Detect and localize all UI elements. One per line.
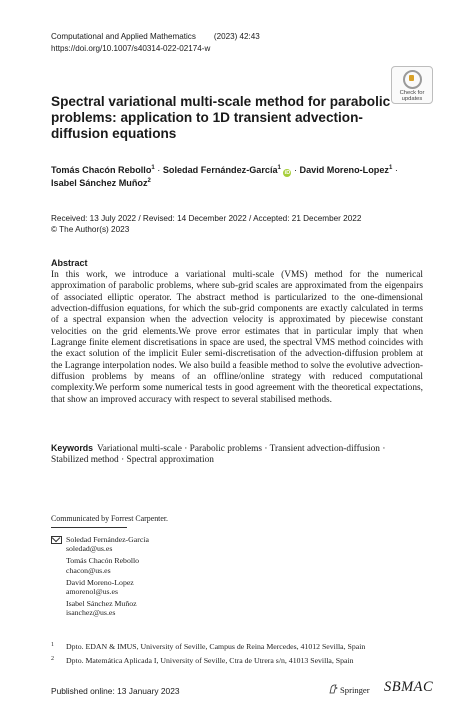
affiliation-text: Dpto. EDAN & IMUS, University of Seville, Campus de Reina Mercedes, 41012 Sevilla, Spain [66, 642, 366, 651]
keywords-list: Variational multi-scale · Parabolic problems · Transient advection-diffusion · Stabilized method · Spectral approximation [51, 444, 386, 466]
contact-email[interactable]: soledad@us.es [66, 544, 113, 554]
article-history [51, 214, 361, 235]
paper-title: Spectral variational multi-scale method for parabolic problems: application to 1D transient advection-diffusion equations [51, 94, 391, 141]
history-dates: Received: 13 July 2022 / Revised: 14 December 2022 / Accepted: 21 December 2022 [51, 214, 362, 223]
springer-horse-icon [328, 684, 338, 694]
contact-name: David Moreno-Lopez [66, 577, 134, 587]
author-affiliation-mark: 2 [147, 178, 151, 184]
author-list: Tomás Chacón Rebollo$^1$ · Soledad Fernández-García$^1$ iD · David Moreno-Lopez$^1$ · Isabel Sánchez Muñoz$^2$ [51, 165, 398, 188]
contact-email[interactable]: amorenol@us.es [66, 587, 119, 597]
contact-name: Isabel Sánchez Muñoz [66, 599, 137, 609]
affiliation [51, 642, 365, 651]
journal-volume: (2023) 42:43 [213, 32, 260, 41]
keywords-label: Keywords [51, 443, 94, 453]
envelope-icon [51, 536, 62, 544]
affiliation-number: 1 [51, 642, 54, 648]
contact-entry [66, 578, 149, 596]
contact-email[interactable]: isanchez@us.es [66, 608, 116, 618]
contact-entry [66, 599, 149, 617]
contact-name: Soledad Fernández-García [66, 535, 149, 544]
publisher-name: Springer [340, 685, 370, 695]
abstract-body: In this work, we introduce a variational multi-scale (VMS) method for the numerical approximation of parabolic problems, where sub-grid scales are approximated from the eigenpairs of associated elliptic operator. The abstract method is particularized to the one-dimensional advection-diffusion equations, for which the sub-grid components are exactly calculated in terms of a spectral expansion when the advection velocity is approximated by piecewise constant velocities on the grid elements.We prove error estimates that in particular imply that when Lagrange finite element discretisations in space are used, the spectral VMS method coincides with the exact solution of the implicit Euler semi-discretisation of the advection-diffusion problem at the Lagrange interpolation nodes. We also build a feasible method to solve the evolutive advection-diffusion problems by means of an offline/online strategy with reduced computational complexity.We perform some numerical tests in good agreement with the theoretical expectations, that show an improved accuracy with respect to several stabilised methods. [51, 270, 423, 405]
society-logo: SBMAC [384, 679, 434, 695]
doi-link[interactable]: https://doi.org/10.1007/s40314-022-02174-w [51, 44, 211, 53]
journal-header [51, 32, 260, 41]
footnote-divider [51, 527, 127, 528]
updates-bookmark-icon [403, 70, 422, 89]
updates-label-1: Check for [399, 90, 425, 96]
contact-name: Tomás Chacón Rebollo [66, 556, 140, 566]
author-affiliation-mark: 1 [277, 165, 281, 171]
updates-label-2: updates [401, 96, 423, 103]
author-name[interactable]: Tomás Chacón Rebollo [51, 165, 152, 175]
author-name[interactable]: Soledad Fernández-García [162, 165, 278, 175]
copyright-notice: © The Author(s) 2023 [51, 224, 130, 234]
published-online-date: Published online: 13 January 2023 [51, 686, 180, 696]
orcid-icon[interactable]: iD [284, 170, 291, 176]
abstract-heading: Abstract [51, 258, 88, 268]
communicated-by: Communicated by Forrest Carpenter. [51, 514, 169, 523]
check-for-updates-icon[interactable] [391, 66, 433, 104]
publisher-logo [328, 684, 370, 695]
author-name[interactable]: David Moreno-Lopez [299, 165, 389, 175]
affiliation-number: 2 [51, 656, 54, 662]
affiliation-text: Dpto. Matemática Aplicada I, University of Seville, Ctra de Utrera s/n, 41013 Sevilla, Spain [66, 656, 354, 665]
contact-entry [66, 556, 149, 574]
journal-name: Computational and Applied Mathematics [51, 32, 196, 41]
author-name[interactable]: Isabel Sánchez Muñoz [51, 178, 148, 188]
affiliation [51, 656, 354, 665]
contact-email[interactable]: chacon@us.es [66, 565, 111, 575]
author-affiliation-mark: 1 [388, 165, 393, 171]
author-affiliation-mark: 1 [151, 165, 155, 171]
keywords-section [51, 443, 423, 467]
contact-entry [66, 535, 149, 553]
corresponding-contacts [51, 535, 149, 621]
